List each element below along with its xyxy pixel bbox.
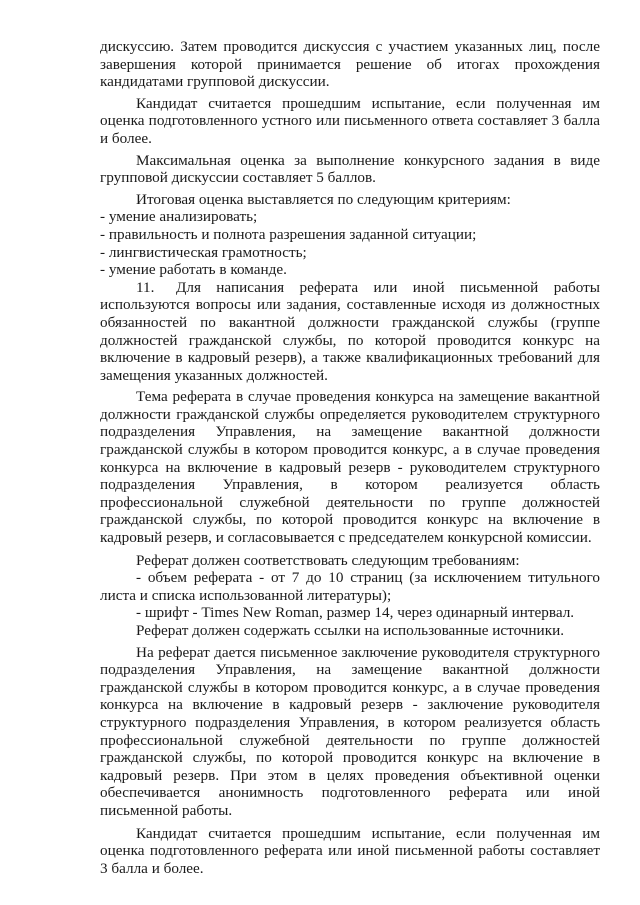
- paragraph-sources: Реферат должен содержать ссылки на использованные источники.: [136, 622, 564, 639]
- requirement-item: - шрифт - Times New Roman, размер 14, через одинарный интервал.: [136, 604, 575, 622]
- paragraph-essay-questions: [100, 279, 600, 385]
- criteria-list: [100, 208, 600, 278]
- paragraph-requirements-intro: Реферат должен соответствовать следующим требованиям:: [136, 551, 520, 569]
- requirements-list: [100, 569, 600, 622]
- paragraph-essay-questions-text: Для написания реферата или иной письменной работы используются вопросы или задания, составленные исходя из должностных обязанностей по вакантной должности гражданской службы (группе должностей гражданской службы, по которой проводится конкурс на включение в кадровый резерв), а также квалификационных требований для замещения указанных должностей.: [100, 278, 600, 384]
- document-page: [100, 38, 600, 881]
- paragraph-discussion-end: дискуссию. Затем проводится дискуссия с участием указанных лиц, после завершения которой принимается решение об итогах прохождения кандидатами групповой дискуссии.: [100, 38, 600, 91]
- criteria-item: - правильность и полнота разрешения заданной ситуации;: [100, 225, 477, 243]
- paragraph-passing-essay: Кандидат считается прошедшим испытание, если полученная им оценка подготовленного реферата или иной письменной работы составляет 3 балла и более.: [100, 824, 600, 877]
- paragraph-essay-topic: Тема реферата в случае проведения конкурса на замещение вакантной должности гражданской службы определяется руководителем структурного подразделения Управления, на замещение вакантной должности гражданской службы в котором проводится конкурс, а в случае проведения конкурса на включение в кадровый резерв - руководителем структурного подразделения Управления, в котором реализуется область профессиональной служебной деятельности по группе должностей гражданской службы, по которой проводится конкурс на включение в кадровый резерв, и согласовывается с председателем конкурсной комиссии.: [100, 388, 600, 547]
- requirement-item: - объем реферата - от 7 до 10 страниц (за исключением титульного листа и списка использованной литературы);: [100, 569, 600, 604]
- criteria-item: - умение анализировать;: [100, 208, 258, 226]
- paragraph-passing-oral: Кандидат считается прошедшим испытание, если полученная им оценка подготовленного устного или письменного ответа составляет 3 балла и более.: [100, 94, 600, 147]
- paragraph-max-score: Максимальная оценка за выполнение конкурсного задания в виде групповой дискуссии составляет 5 баллов.: [100, 151, 600, 187]
- paragraph-number: 11.: [136, 278, 155, 296]
- criteria-item: - лингвистическая грамотность;: [100, 243, 307, 261]
- paragraph-essay-review: На реферат дается письменное заключение руководителя структурного подразделения Управления, на замещение вакантной должности гражданской службы в котором проводится конкурс, а в случае проведения конкурса на включение в кадровый резерв - заключение руководителя структурного подразделения Управления, в котором реализуется область профессиональной служебной деятельности по группе должностей гражданской службы, по которой проводится конкурс на включение в кадровый резерв. При этом в целях проведения объективной оценки обеспечивается анонимность подготовленного реферата или иной письменной работы.: [100, 643, 600, 819]
- paragraph-criteria-intro: Итоговая оценка выставляется по следующим критериям:: [136, 190, 511, 208]
- criteria-item: - умение работать в команде.: [100, 261, 287, 279]
